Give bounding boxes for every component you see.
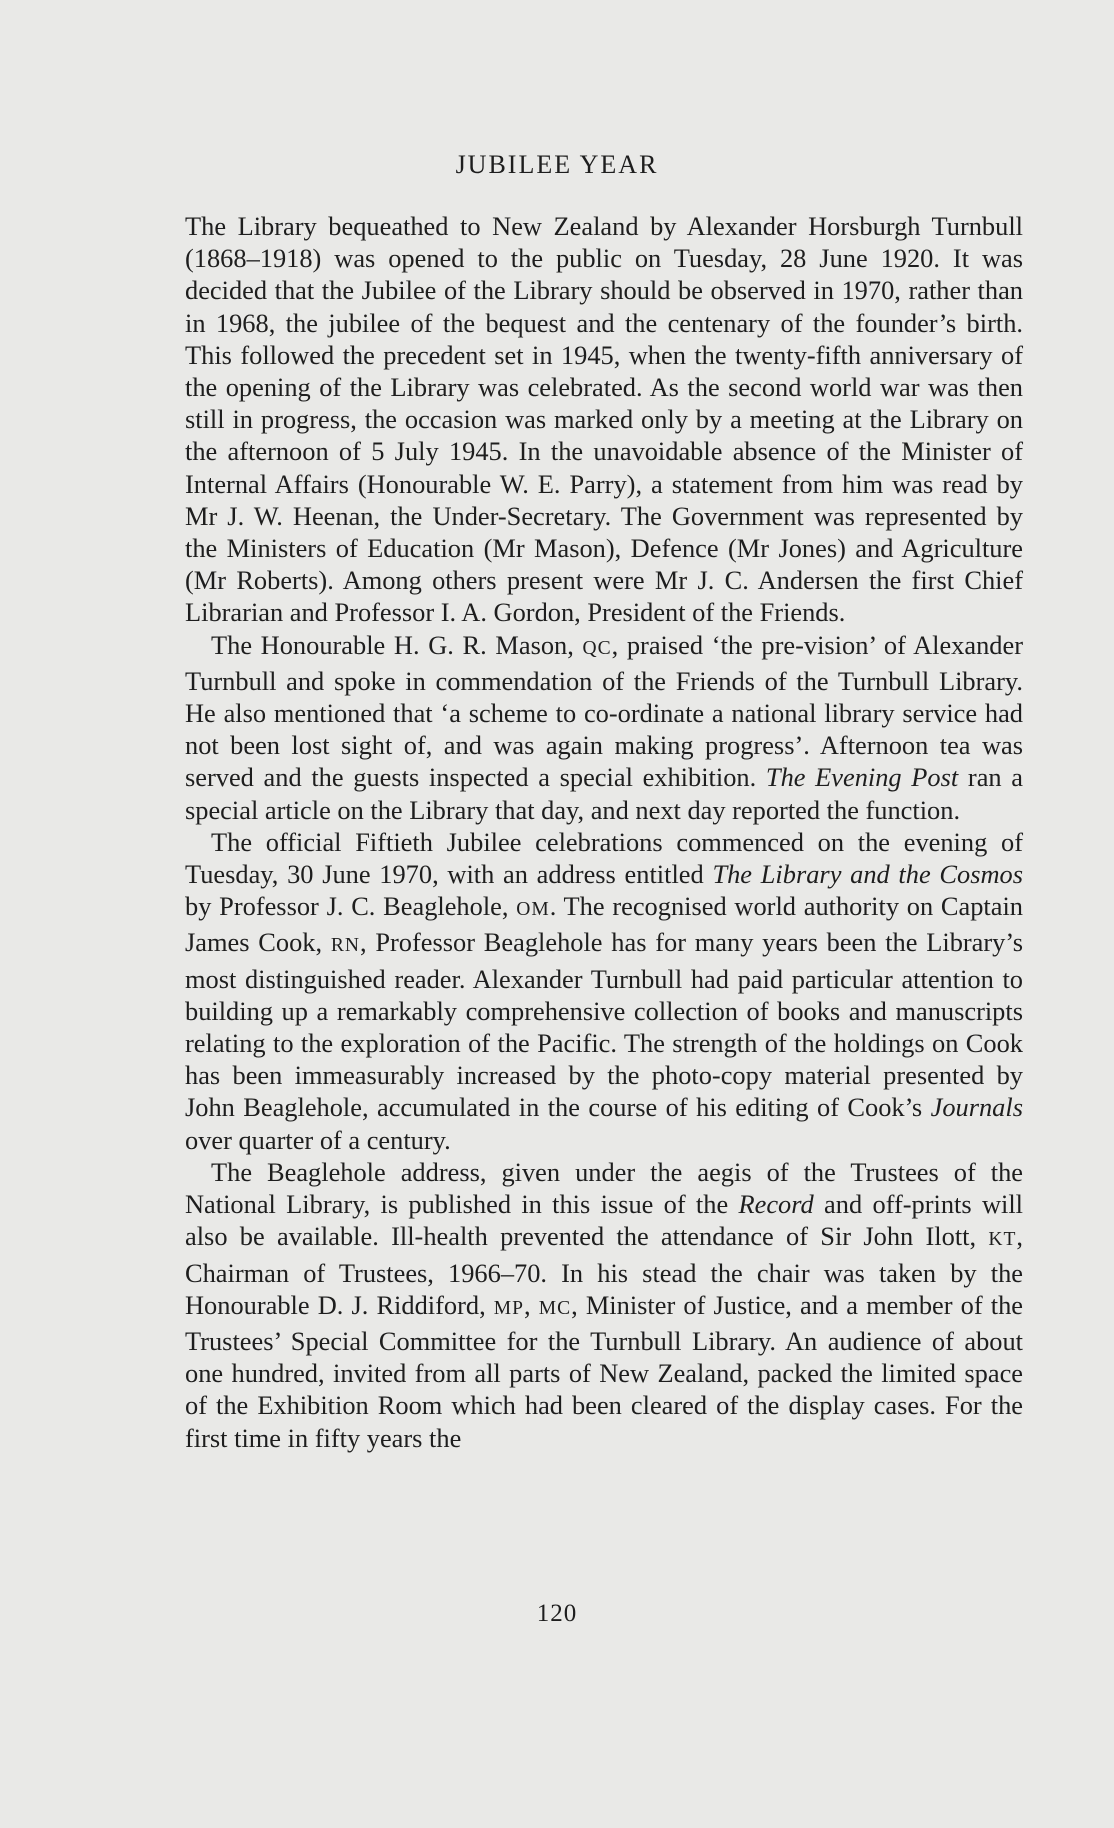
- rn-abbreviation: RN: [330, 935, 360, 957]
- paragraph-4-text-b: and off-prints will also be available. Ill-health prevented the attendance of Sir John Ilott,: [185, 1189, 1024, 1252]
- record-title: Record: [738, 1189, 814, 1220]
- paragraph-2-text-b: , praised ‘the pre-vision’ of Alexander Turnbull and spoke in commendation of the Friends of the Turnbull Library. He also mentioned that ‘a scheme to co-ordinate a national library service had not been lost sight of, and was again making progress’. Afternoon tea was served and the guests inspected a special exhibition.: [185, 629, 1023, 793]
- paragraph-2-text-c: ran a special article on the Library that day, and next day reported the function.: [185, 762, 1023, 825]
- paragraph-2: [185, 629, 1023, 826]
- paragraph-4-text-d: , Minister of Justice, and a member of the Trustees’ Special Committee for the Turnbull Library. An audience of about one hundred, invited from all parts of New Zealand, packed the limited space of the Exhibition Room which had been cleared of the display cases. For the first time in fifty years the: [185, 1289, 1023, 1453]
- mp-abbreviation: MP: [493, 1297, 525, 1319]
- paragraph-3-text-b: by Professor J. C. Beaglehole,: [185, 891, 509, 922]
- mc-abbreviation: MC: [538, 1297, 572, 1319]
- abbreviation-separator: ,: [524, 1289, 531, 1320]
- paragraph-3: [185, 826, 1023, 1156]
- evening-post-title: The Evening Post: [765, 762, 959, 793]
- paragraph-3-text-d: , Professor Beaglehole has for many years been the Library’s most distinguished reader. Alexander Turnbull had paid particular attention to building up a remarkably comprehensive collection of books and manuscripts relating to the exploration of the Pacific. The strength of the holdings on Cook has been immeasurably increased by the photo-copy material presented by John Beaglehole, accumulated in the course of his editing of Cook’s: [185, 927, 1023, 1123]
- page-number: 120: [536, 1600, 578, 1627]
- paragraph-3-text-c: . The recognised world authority on Captain James Cook,: [185, 891, 1023, 958]
- paragraph-4-text-a: The Beaglehole address, given under the aegis of the Trustees of the National Library, is published in this issue of the: [185, 1156, 1023, 1220]
- paragraph-2-text-a: The Honourable H. G. R. Mason,: [211, 629, 574, 660]
- paragraph-4: [185, 1156, 1023, 1454]
- paragraph-1: The Library bequeathed to New Zealand by Alexander Horsburgh Turnbull (1868–1918) was opened to the public on Tuesday, 28 June 1920. It was decided that the Jubilee of the Library should be observed in 1970, rather than in 1968, the jubilee of the bequest and the centenary of the founder’s birth. This followed the precedent set in 1945, when the twenty-fifth anniversary of the opening of the Library was celebrated. As the second world war was then still in progress, the occasion was marked only by a meeting at the Library on the afternoon of 5 July 1945. In the unavoidable absence of the Minister of Internal Affairs (Honourable W. E. Parry), a statement from him was read by Mr J. W. Heenan, the Under-Secretary. The Government was represented by the Ministers of Education (Mr Mason), Defence (Mr Jones) and Agriculture (Mr Roberts). Among others present were Mr J. C. Andersen the first Chief Librarian and Professor I. A. Gordon, President of the Friends.: [185, 211, 1023, 628]
- paragraph-3-text-a: The official Fiftieth Jubilee celebrations commenced on the evening of Tuesday, 30 June 1970, with an address entitled: [185, 826, 1023, 890]
- article-body: [185, 210, 1023, 1454]
- paragraph-3-text-e: over quarter of a century.: [185, 1124, 451, 1155]
- page-title: JUBILEE YEAR: [455, 150, 659, 179]
- qc-abbreviation: QC: [582, 637, 612, 659]
- journals-title: Journals: [930, 1092, 1023, 1123]
- kt-abbreviation: KT: [988, 1229, 1017, 1251]
- address-title: The Library and the Cosmos: [712, 859, 1023, 890]
- om-abbreviation: OM: [516, 899, 550, 921]
- paragraph-4-text-c: , Chairman of Trustees, 1966–70. In his stead the chair was taken by the Honourable D. J. Riddiford,: [185, 1221, 1023, 1320]
